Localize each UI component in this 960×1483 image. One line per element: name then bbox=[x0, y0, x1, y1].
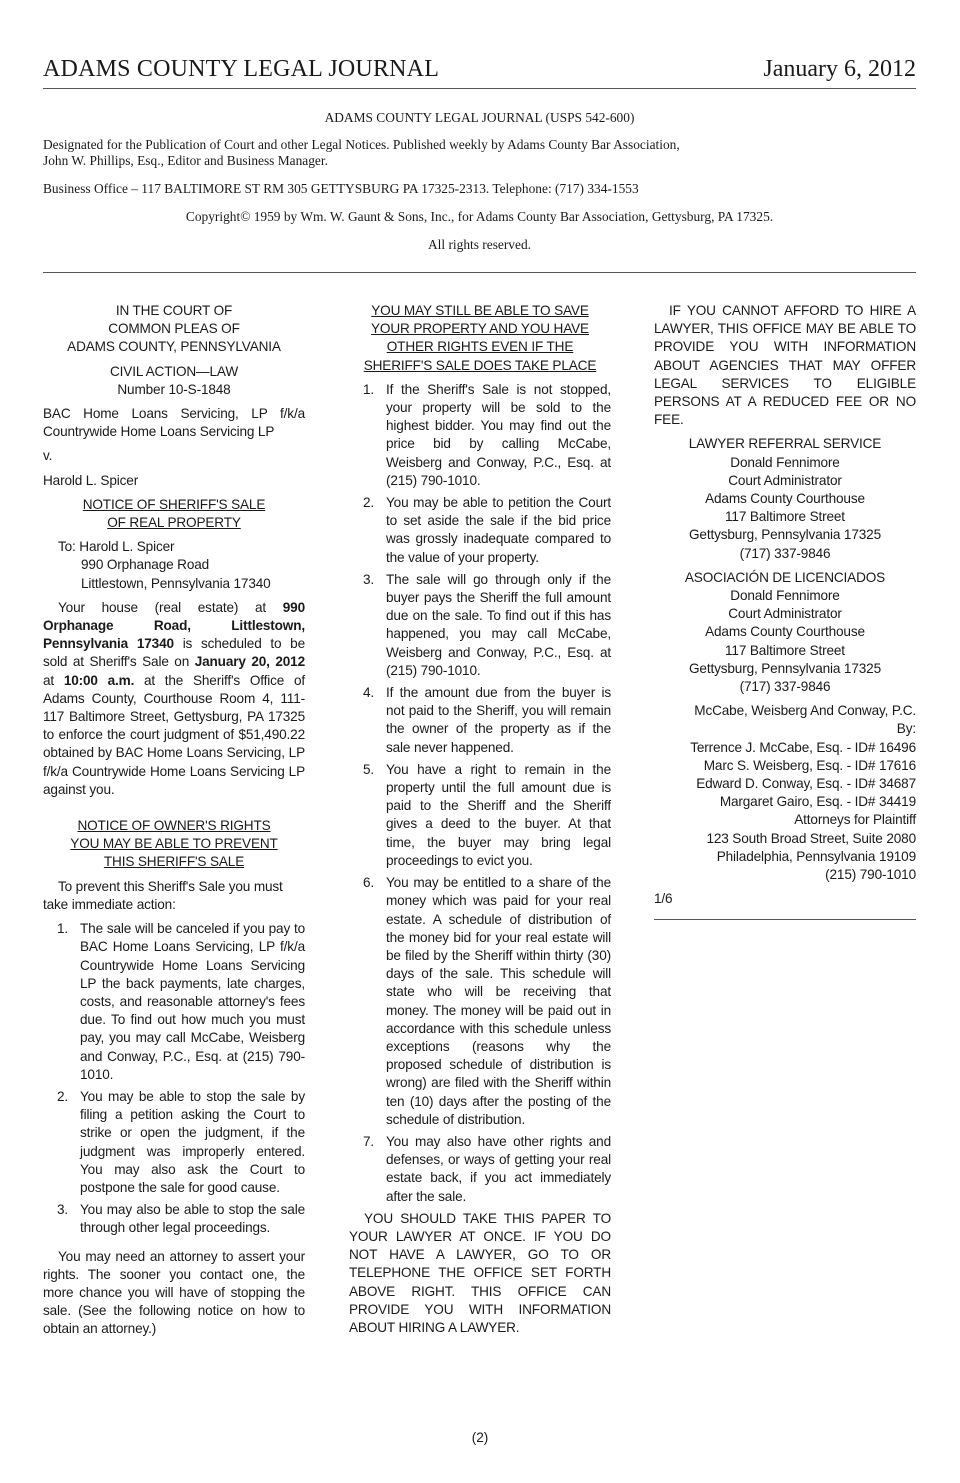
asociacion-phone: (717) 337-9846 bbox=[739, 679, 831, 695]
firm-name: McCabe, Weisberg And Conway, P.C. bbox=[694, 703, 916, 719]
asociacion-street: 117 Baltimore Street bbox=[725, 642, 845, 658]
still-save-heading-1: YOU MAY STILL BE ABLE TO SAVE bbox=[371, 303, 589, 318]
list-item: 7. You may also have other rights and defenses, or ways of getting your real estate back, if you act immediately after the sale. bbox=[363, 1133, 611, 1204]
list-item: 2. You may be able to petition the Court to set aside the sale if the bid price was grossly inadequate compared to the value of your property. bbox=[363, 495, 611, 565]
column-2 bbox=[349, 302, 611, 1337]
versus: v. bbox=[43, 448, 53, 464]
copyright-line: Copyright© 1959 by Wm. W. Gaunt & Sons, Inc., for Adams County Bar Association, Gettysburg, PA 17325. bbox=[185, 209, 774, 224]
referral-title: LAWYER REFERRAL SERVICE bbox=[688, 436, 882, 452]
column-3 bbox=[654, 302, 916, 920]
referral-street: 117 Baltimore Street bbox=[725, 509, 845, 525]
firm-city: Philadelphia, Pennsylvania 19109 bbox=[716, 848, 916, 864]
rights-heading-3: THIS SHERIFF'S SALE bbox=[103, 854, 245, 870]
attorneys-for: Attorneys for Plaintiff bbox=[794, 812, 916, 828]
publication-info bbox=[43, 110, 916, 253]
designation-line-2: John W. Phillips, Esq., Editor and Business Manager. bbox=[43, 153, 328, 168]
asociacion-city: Gettysburg, Pennsylvania 17325 bbox=[689, 660, 881, 676]
column-1 bbox=[43, 302, 305, 1339]
take-paper-paragraph: YOU SHOULD TAKE THIS PAPER TO YOUR LAWYER AT ONCE. IF YOU DO NOT HAVE A LAWYER, GO TO OR TELEPHONE THE OFFICE SET FORTH ABOVE RIGHT. THIS OFFICE CAN PROVIDE YOU WITH INFORMATION ABOUT HIRING A LAWYER. bbox=[349, 1210, 611, 1335]
attorney-2: Marc S. Weisberg, Esq. - ID# 17616 bbox=[703, 757, 916, 773]
court-line-3: ADAMS COUNTY, PENNSYLVANIA bbox=[67, 339, 281, 355]
issue-date: January 6, 2012 bbox=[763, 56, 916, 82]
rights-heading-1: NOTICE OF OWNER'S RIGHTS bbox=[77, 818, 271, 834]
referral-role: Court Administrator bbox=[728, 472, 842, 488]
business-office-line: Business Office – 117 BALTIMORE ST RM 305 GETTYSBURG PA 17325-2313. Telephone: (717) 334-1553 bbox=[43, 181, 639, 196]
journal-title: ADAMS COUNTY LEGAL JOURNAL bbox=[43, 56, 440, 82]
attorney-paragraph: You may need an attorney to assert your rights. The sooner you contact one, the more chance you will have of stopping the sale. (See the following notice on how to obtain an attorney.) bbox=[43, 1248, 305, 1337]
list-item: 6. You may be entitled to a share of the money which was paid for your real estate. A schedule of distribution of the money bid for your real estate will be filed by the Sheriff within thirty (30) days of the sale. This schedule will state who will be receiving that money. The money will be paid out in accordance with this schedule unless exceptions (reasons why the proposed schedule of distribution is wrong) are filed with the Sheriff within ten (10) days after the posting of the schedule of distribution. bbox=[363, 875, 611, 1127]
prevent-list bbox=[43, 920, 305, 1237]
lawyer-referral-block bbox=[654, 435, 916, 562]
still-save-heading-3: OTHER RIGHTS EVEN IF THE bbox=[386, 339, 574, 355]
list-item: 5. You have a right to remain in the property until the full amount due is paid to the Sheriff and the Sheriff gives a deed to the buyer. At that time, the buyer may bring legal proceedings to evict you. bbox=[363, 761, 611, 868]
referral-city: Gettysburg, Pennsylvania 17325 bbox=[689, 527, 881, 543]
court-line-1: IN THE COURT OF bbox=[115, 303, 233, 318]
defendant: Harold L. Spicer bbox=[43, 472, 139, 488]
asociacion-title: ASOCIACIÓN DE LICENCIADOS bbox=[684, 569, 886, 585]
notice-heading-2: OF REAL PROPERTY bbox=[107, 515, 241, 531]
attorney-1: Terrence J. McCabe, Esq. - ID# 16496 bbox=[690, 739, 916, 755]
page-number: (2) bbox=[471, 1430, 489, 1445]
to-line: To: Harold L. Spicer bbox=[58, 539, 175, 555]
list-item: 1. If the Sheriff's Sale is not stopped, your property will be sold to the highest bidder. You may find out the price bid by calling McCabe, Weisberg and Conway, P.C., Esq. at (215) 790-1010. bbox=[363, 381, 611, 488]
case-number: Number 10-S-1848 bbox=[117, 381, 231, 397]
referral-place: Adams County Courthouse bbox=[705, 491, 865, 507]
notice-end-divider bbox=[654, 919, 916, 920]
rights-line: All rights reserved. bbox=[427, 237, 531, 252]
firm-street: 123 South Broad Street, Suite 2080 bbox=[706, 830, 916, 846]
referral-phone: (717) 337-9846 bbox=[739, 545, 831, 561]
attorney-4: Margaret Gairo, Esq. - ID# 34419 bbox=[719, 794, 916, 810]
list-item: 3. The sale will go through only if the buyer pays the Sheriff the full amount due on the sale. To find out if this has happened, you may call McCabe, Weisberg and Conway, P.C., Esq. at (215) 790-1010. bbox=[363, 571, 611, 678]
asociacion-role: Court Administrator bbox=[728, 606, 842, 622]
asociacion-name: Donald Fennimore bbox=[730, 588, 840, 604]
designation-line-1: Designated for the Publication of Court and other Legal Notices. Published weekly by Adams County Bar Association, bbox=[43, 137, 680, 152]
address-line-1: 990 Orphanage Road bbox=[81, 557, 210, 573]
usps-line: ADAMS COUNTY LEGAL JOURNAL (USPS 542-600) bbox=[324, 110, 635, 125]
list-item: 1. The sale will be canceled if you pay to BAC Home Loans Servicing, LP f/k/a Countrywide Home Loans Servicing LP the back payments, late charges, costs, and reasonable attorney's fees due. To find out how much you must pay, you may call McCabe, Weisberg and Conway, P.C., Esq. at (215) 790-1010. bbox=[57, 921, 305, 1082]
by-line: By: bbox=[896, 721, 916, 737]
list-item: 2. You may be able to stop the sale by filing a petition asking the Court to strike or open the judgment, if the judgment was improperly entered. You may also ask the Court to postpone the sale for good cause. bbox=[57, 1088, 305, 1195]
header-divider bbox=[43, 272, 916, 273]
address-line-2: Littlestown, Pennsylvania 17340 bbox=[81, 575, 271, 591]
rights-list bbox=[349, 381, 611, 1206]
still-save-heading-4: SHERIFF'S SALE DOES TAKE PLACE bbox=[363, 357, 597, 373]
afford-paragraph: IF YOU CANNOT AFFORD TO HIRE A LAWYER, THIS OFFICE MAY BE ABLE TO PROVIDE YOU WITH INFORMATION ABOUT AGENCIES THAT MAY OFFER LEGAL SERVICES TO ELIGIBLE PERSONS AT A REDUCED FEE OR NO FEE. bbox=[654, 303, 916, 428]
referral-name: Donald Fennimore bbox=[730, 454, 840, 470]
sale-notice-paragraph: Your house (real estate) at 990 Orphanage Road, Littlestown, Pennsylvania 17340 is scheduled to be sold at Sheriff's Sale on January 20, 2012 at 10:00 a.m. at the Sheriff's Office of Adams County, Courthouse Room 4, 111-117 Baltimore Street, Gettysburg, PA 17325 to enforce the court judgment of $51,490.22 obtained by BAC Home Loans Servicing, LP f/k/a Countrywide Home Loans Servicing LP against you. bbox=[43, 599, 305, 797]
court-line-2: COMMON PLEAS OF bbox=[108, 321, 240, 337]
plaintiff: BAC Home Loans Servicing, LP f/k/a Countrywide Home Loans Servicing LP bbox=[43, 406, 305, 440]
run-date: 1/6 bbox=[654, 891, 673, 907]
civil-action: CIVIL ACTION—LAW bbox=[109, 363, 239, 379]
asociacion-place: Adams County Courthouse bbox=[705, 624, 865, 640]
rights-heading-2: YOU MAY BE ABLE TO PREVENT bbox=[70, 836, 278, 852]
asociacion-block bbox=[654, 569, 916, 696]
list-item: 4. If the amount due from the buyer is not paid to the Sheriff, you will remain the owner of the property as if the sale never happened. bbox=[363, 685, 611, 755]
list-item: 3. You may also be able to stop the sale through other legal proceedings. bbox=[57, 1202, 305, 1236]
signature-block bbox=[654, 702, 916, 884]
prevent-intro: To prevent this Sheriff's Sale you must take immediate action: bbox=[43, 878, 283, 912]
masthead bbox=[43, 52, 916, 89]
attorney-3: Edward D. Conway, Esq. - ID# 34687 bbox=[696, 776, 916, 792]
firm-phone: (215) 790-1010 bbox=[825, 867, 916, 883]
notice-heading-1: NOTICE OF SHERIFF'S SALE bbox=[82, 496, 266, 512]
still-save-heading-2: YOUR PROPERTY AND YOU HAVE bbox=[371, 321, 589, 337]
